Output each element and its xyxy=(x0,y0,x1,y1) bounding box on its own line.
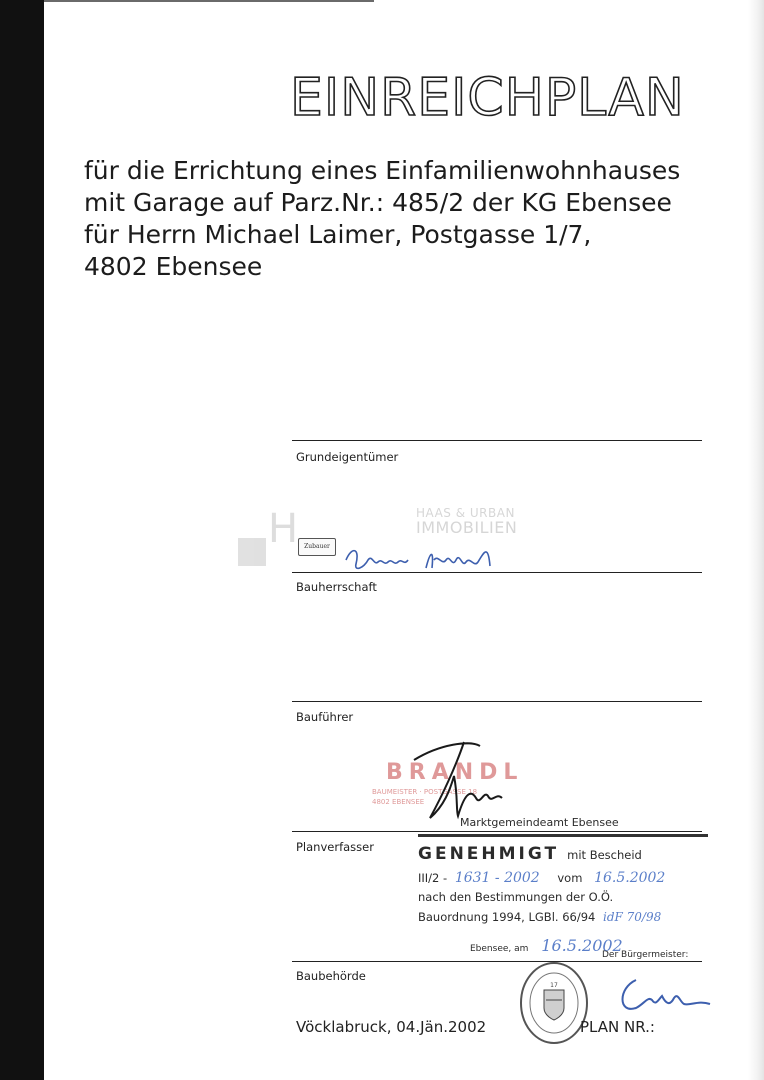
approval-regulation-hand: idF 70/98 xyxy=(603,910,662,924)
watermark-square xyxy=(238,538,266,566)
label-baufuehrer: Bauführer xyxy=(296,710,354,724)
watermark-letter: H xyxy=(268,506,299,552)
approval-place-line xyxy=(470,936,623,955)
approval-from-label: vom xyxy=(557,871,583,885)
signature-line-authority xyxy=(292,961,702,962)
approval-ref-prefix: III/2 - xyxy=(418,871,448,885)
binding-strip xyxy=(0,0,44,1080)
owner-signature xyxy=(338,540,508,576)
approval-place-date-hand: 16.5.2002 xyxy=(541,936,623,955)
approval-line-approved xyxy=(418,844,642,864)
approval-decision-label: mit Bescheid xyxy=(567,848,642,862)
description-line: mit Garage auf Parz.Nr.: 485/2 der KG Ebensee xyxy=(84,188,672,217)
watermark-line1: HAAS & URBAN xyxy=(416,506,515,520)
contractor-stamp-line1: BAUMEISTER · POSTGASSE 18 xyxy=(372,788,478,796)
mayor-signature xyxy=(614,970,714,1020)
approval-status: GENEHMIGT xyxy=(418,844,560,864)
approval-office: Marktgemeindeamt Ebensee xyxy=(460,816,619,829)
approval-line-reference xyxy=(418,870,665,886)
label-baubehoerde: Baubehörde xyxy=(296,969,366,983)
approval-ref-hand: 1631 - 2002 xyxy=(454,870,540,886)
description-line: für die Errichtung eines Einfamilienwohnhauses xyxy=(84,156,681,185)
contractor-stamp-name: BRANDL xyxy=(386,760,524,785)
description-line: für Herrn Michael Laimer, Postgasse 1/7, xyxy=(84,220,592,249)
approval-place-label: Ebensee, am xyxy=(470,944,529,954)
watermark-line2: IMMOBILIEN xyxy=(416,518,518,537)
approval-regulation-line1: nach den Bestimmungen der O.Ö. xyxy=(418,890,614,904)
contractor-stamp-line2: 4802 EBENSEE xyxy=(372,798,425,806)
page-edge-shadow xyxy=(748,0,764,1080)
footer-plan-number: PLAN NR.: xyxy=(580,1018,655,1036)
page-title: EINREICHPLAN xyxy=(290,68,685,128)
signature-line-planner xyxy=(292,831,702,832)
description-line: 4802 Ebensee xyxy=(84,252,263,281)
top-edge-line xyxy=(44,0,374,2)
approval-regulation-text: Bauordnung 1994, LGBl. 66/94 xyxy=(418,910,596,924)
small-stamp: Zubauer xyxy=(298,538,336,556)
signature-line-contractor xyxy=(292,701,702,702)
label-planverfasser: Planverfasser xyxy=(296,840,374,854)
approval-from-date-hand: 16.5.2002 xyxy=(594,870,666,886)
approval-bar xyxy=(418,834,708,837)
approval-regulation-line2 xyxy=(418,910,661,924)
signature-line-owner xyxy=(292,440,702,441)
approval-mayor-label: Der Bürgermeister: xyxy=(602,950,689,960)
seal-number: 17 xyxy=(550,982,558,989)
label-grundeigentuemer: Grundeigentümer xyxy=(296,450,399,464)
footer-place-date: Vöcklabruck, 04.Jän.2002 xyxy=(296,1018,487,1036)
label-bauherrschaft: Bauherrschaft xyxy=(296,580,377,594)
signature-line-client xyxy=(292,572,702,573)
planner-signature xyxy=(410,736,550,826)
project-description xyxy=(84,155,724,283)
